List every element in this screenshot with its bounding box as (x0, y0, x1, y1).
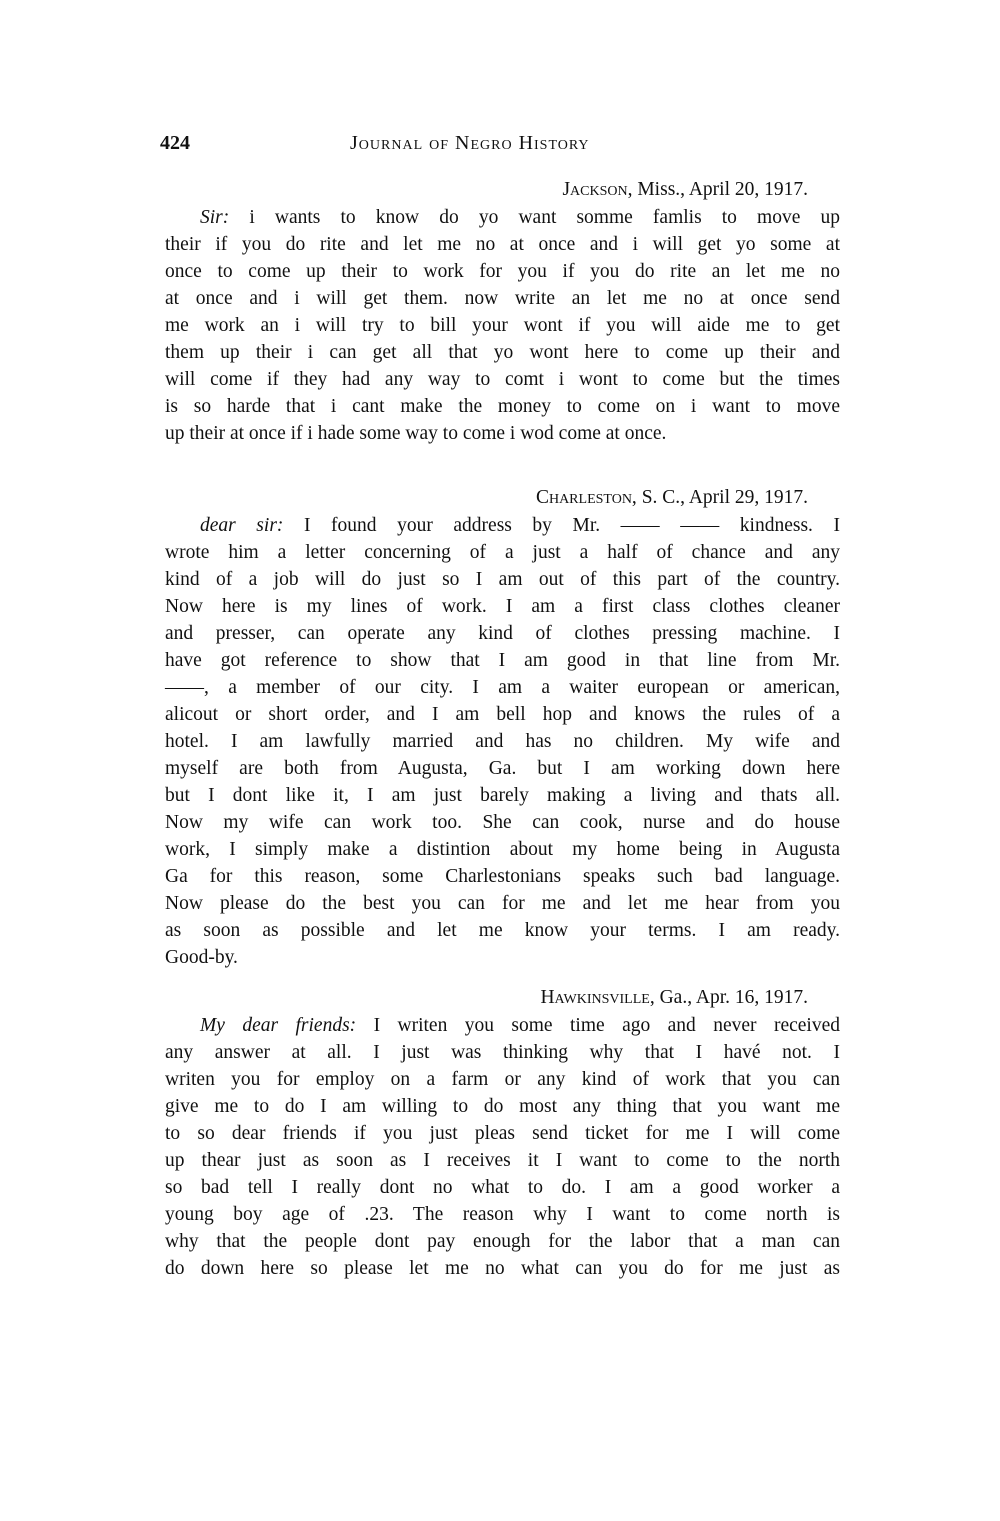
text-line: Now please do the best you can for me and let me hear from you (165, 893, 840, 914)
line-text: i wants to know do yo want somme famlis to move up (229, 207, 840, 228)
letter-dateline (165, 984, 840, 1012)
text-line (165, 512, 840, 539)
salutation: dear sir: (200, 515, 284, 536)
letter-dateline (165, 484, 840, 512)
text-line: Good-by. (165, 947, 238, 968)
text-line: ——, a member of our city. I am a waiter european or american, (165, 677, 840, 698)
page-number: 424 (160, 132, 190, 154)
text-line: once to come up their to work for you if you do rite an let me no (165, 261, 840, 282)
text-line: Now my wife can work too. She can cook, nurse and do house (165, 812, 840, 833)
letter-hawkinsville (165, 984, 840, 1282)
text-line: them up their i can get all that yo wont here to come up their and (165, 342, 840, 363)
text-line: have got reference to show that I am good in that line from Mr. (165, 650, 840, 671)
text-line: give me to do I am willing to do most any thing that you want me (165, 1096, 840, 1117)
journal-title: Journal of Negro History (350, 132, 590, 154)
dateline-rest: Ga., Apr. 16, 1917. (654, 987, 808, 1008)
text-line: up their at once if i hade some way to come i wod come at once. (165, 423, 667, 444)
letter-dateline (165, 176, 840, 204)
dateline-place: Charleston, (535, 487, 637, 508)
line-text: I found your address by Mr. —— —— kindness. I (283, 515, 840, 536)
text-line: their if you do rite and let me no at once and i will get yo some at (165, 234, 840, 255)
text-line: is so harde that i cant make the money to come on i want to move (165, 396, 840, 417)
text-line: so bad tell I really dont no what to do. I am a good worker a (165, 1177, 840, 1198)
text-line: to so dear friends if you just pleas send ticket for me I will come (165, 1123, 840, 1144)
text-line: kind of a job will do just so I am out of this part of the country. (165, 569, 840, 590)
text-line: Ga for this reason, some Charlestonians speaks such bad language. (165, 866, 840, 887)
line-text: I writen you some time ago and never received (356, 1015, 840, 1036)
text-line: will come if they had any way to comt i wont to come but the times (165, 369, 840, 390)
text-line: me work an i will try to bill your wont if you will aide me to get (165, 315, 840, 336)
dateline-place: Hawkinsville, (540, 987, 655, 1008)
text-line: alicout or short order, and I am bell hop and knows the rules of a (165, 704, 840, 725)
dateline-rest: S. C., April 29, 1917. (636, 487, 808, 508)
text-line (165, 204, 840, 231)
text-line (165, 1012, 840, 1039)
text-line: do down here so please let me no what can you do for me just as (165, 1258, 840, 1279)
letter-jackson (165, 176, 840, 447)
dateline-place: Jackson, (562, 179, 633, 200)
text-line: why that the people dont pay enough for the labor that a man can (165, 1231, 840, 1252)
text-line: young boy age of .23. The reason why I want to come north is (165, 1204, 840, 1225)
text-line: hotel. I am lawfully married and has no children. My wife and (165, 731, 840, 752)
letter-charleston (165, 484, 840, 971)
text-line: work, I simply make a distintion about my home being in Augusta (165, 839, 840, 860)
text-line: as soon as possible and let me know your terms. I am ready. (165, 920, 840, 941)
text-line: wrote him a letter concerning of a just a half of chance and any (165, 542, 840, 563)
text-line: at once and i will get them. now write an let me no at once send (165, 288, 840, 309)
salutation: My dear friends: (200, 1015, 357, 1036)
text-line: up thear just as soon as I receives it I want to come to the north (165, 1150, 840, 1171)
text-line: any answer at all. I just was thinking why that I havé not. I (165, 1042, 840, 1063)
salutation: Sir: (200, 207, 230, 228)
dateline-rest: Miss., April 20, 1917. (632, 179, 808, 200)
text-line: Now here is my lines of work. I am a first class clothes cleaner (165, 596, 840, 617)
text-line: myself are both from Augusta, Ga. but I am working down here (165, 758, 840, 779)
running-header (160, 132, 840, 160)
text-line: but I dont like it, I am just barely making a living and thats all. (165, 785, 840, 806)
text-line: and presser, can operate any kind of clothes pressing machine. I (165, 623, 840, 644)
text-line: writen you for employ on a farm or any kind of work that you can (165, 1069, 840, 1090)
